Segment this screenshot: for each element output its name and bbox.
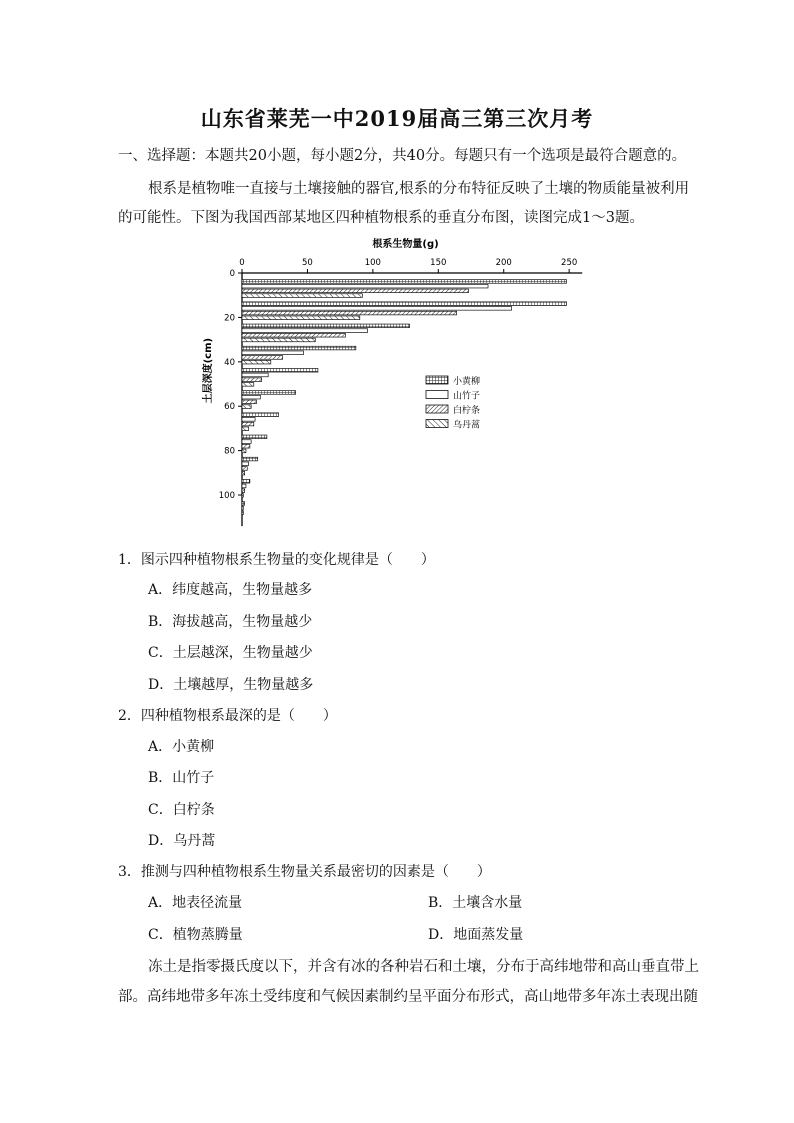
legend-label: 白柠条 bbox=[453, 406, 481, 416]
bar-3-30-40 bbox=[242, 356, 283, 360]
legend-swatch bbox=[426, 376, 448, 384]
bar-4-30-40 bbox=[242, 360, 271, 364]
question-3-stem: 3．推测与四种植物根系生物量关系最密切的因素是（ ） bbox=[118, 864, 491, 880]
bar-1-70-80 bbox=[242, 435, 267, 439]
bar-2-20-30 bbox=[242, 329, 368, 333]
bar-1-100-110 bbox=[242, 502, 245, 506]
bar-3-100-110 bbox=[242, 511, 243, 515]
question-3-option-d[interactable]: D．地面蒸发量 bbox=[428, 927, 524, 943]
legend-swatch bbox=[426, 391, 448, 399]
intro-line-2: 的可能性。下图为我国西部某地区四种植物根系的垂直分布图，读图完成1～3题。 bbox=[118, 210, 644, 226]
bar-2-70-80 bbox=[242, 440, 251, 444]
x-axis-label: 根系生物量(g) bbox=[372, 239, 439, 250]
legend-label: 乌丹蒿 bbox=[453, 420, 481, 431]
bar-4-40-50 bbox=[242, 383, 254, 387]
legend-label: 山竹子 bbox=[453, 391, 481, 402]
bar-1-50-60 bbox=[242, 391, 296, 395]
y-tick-label: 0 bbox=[229, 269, 235, 279]
y-axis-label: 土层深度(cm) bbox=[203, 337, 214, 404]
section-heading: 一、选择题：本题共20小题，每小题2分，共40分。每题只有一个选项是最符合题意的。 bbox=[118, 148, 687, 164]
root-biomass-chart bbox=[195, 233, 595, 528]
passage-2-line-2: 部。高纬地带多年冻土受纬度和气候因素制约呈平面分布形式，高山地带多年冻土表现出随 bbox=[118, 989, 698, 1005]
y-tick-label: 80 bbox=[224, 446, 235, 457]
bar-4-20-30 bbox=[242, 338, 315, 342]
question-1-option-b[interactable]: B．海拔越高，生物量越少 bbox=[148, 614, 313, 630]
passage-2-line-1: 冻土是指零摄氏度以下，并含有冰的各种岩石和土壤，分布于高纬地带和高山垂直带上 bbox=[148, 959, 699, 975]
question-2-option-a[interactable]: A．小黄柳 bbox=[148, 739, 215, 755]
bar-4-70-80 bbox=[242, 449, 246, 453]
legend-swatch bbox=[426, 405, 448, 413]
bar-1-80-90 bbox=[242, 457, 258, 461]
intro-line-1: 根系是植物唯一直接与土壤接触的器官,根系的分布特征反映了土壤的物质能量被利用 bbox=[148, 181, 690, 197]
bar-2-50-60 bbox=[242, 395, 260, 399]
bar-3-40-50 bbox=[242, 378, 262, 382]
bar-1-0-10 bbox=[242, 280, 567, 284]
bar-2-40-50 bbox=[242, 373, 268, 377]
question-2-option-b[interactable]: B．山竹子 bbox=[148, 770, 215, 786]
x-tick-label: 250 bbox=[561, 258, 578, 268]
bar-2-80-90 bbox=[242, 462, 249, 466]
x-tick-label: 150 bbox=[430, 258, 447, 268]
x-tick-label: 200 bbox=[495, 258, 512, 268]
bar-4-90-100 bbox=[242, 494, 243, 498]
bar-3-80-90 bbox=[242, 467, 247, 471]
legend-label: 小黄柳 bbox=[453, 377, 481, 387]
bar-1-10-20 bbox=[242, 302, 567, 306]
x-tick-label: 0 bbox=[239, 258, 245, 268]
bar-2-100-110 bbox=[242, 506, 243, 510]
bar-1-40-50 bbox=[242, 368, 318, 372]
bar-2-90-100 bbox=[242, 484, 246, 488]
bar-4-60-70 bbox=[242, 427, 249, 431]
bar-3-90-100 bbox=[242, 489, 245, 493]
question-3-option-a[interactable]: A．地表径流量 bbox=[148, 895, 243, 911]
question-1-option-c[interactable]: C．土层越深，生物量越少 bbox=[148, 645, 313, 661]
question-2-stem: 2．四种植物根系最深的是（ ） bbox=[118, 708, 337, 724]
bar-3-60-70 bbox=[242, 422, 254, 426]
question-2-option-d[interactable]: D．乌丹蒿 bbox=[148, 833, 216, 849]
bar-2-30-40 bbox=[242, 351, 304, 355]
bar-3-70-80 bbox=[242, 444, 250, 448]
bar-1-60-70 bbox=[242, 413, 279, 417]
y-tick-label: 60 bbox=[224, 402, 235, 413]
bar-2-0-10 bbox=[242, 284, 488, 288]
bar-2-10-20 bbox=[242, 307, 512, 311]
bar-3-50-60 bbox=[242, 400, 256, 404]
bar-1-90-100 bbox=[242, 479, 250, 483]
bar-4-50-60 bbox=[242, 405, 251, 409]
bar-3-10-20 bbox=[242, 311, 457, 315]
bar-1-30-40 bbox=[242, 346, 356, 350]
y-tick-label: 100 bbox=[218, 491, 235, 501]
question-1-stem: 1．图示四种植物根系生物量的变化规律是（ ） bbox=[118, 552, 435, 568]
bar-4-0-10 bbox=[242, 294, 362, 298]
bar-1-20-30 bbox=[242, 324, 410, 328]
question-3-option-b[interactable]: B．土壤含水量 bbox=[428, 895, 523, 911]
question-1-option-d[interactable]: D．土壤越厚，生物量越多 bbox=[148, 677, 314, 693]
legend-swatch bbox=[426, 420, 448, 428]
bar-4-10-20 bbox=[242, 316, 360, 320]
question-2-option-c[interactable]: C．白柠条 bbox=[148, 802, 215, 818]
y-tick-label: 20 bbox=[224, 313, 235, 324]
bar-4-80-90 bbox=[242, 471, 245, 475]
question-1-option-a[interactable]: A．纬度越高，生物量越多 bbox=[148, 582, 313, 598]
question-3-option-c[interactable]: C．植物蒸腾量 bbox=[148, 927, 243, 943]
page-title: 山东省莱芜一中2019届高三第三次月考 bbox=[200, 106, 594, 131]
x-tick-label: 50 bbox=[302, 258, 313, 268]
y-tick-label: 40 bbox=[224, 357, 235, 368]
bar-3-20-30 bbox=[242, 333, 345, 337]
bar-2-60-70 bbox=[242, 418, 255, 422]
x-tick-label: 100 bbox=[364, 258, 381, 268]
bar-3-0-10 bbox=[242, 289, 468, 293]
